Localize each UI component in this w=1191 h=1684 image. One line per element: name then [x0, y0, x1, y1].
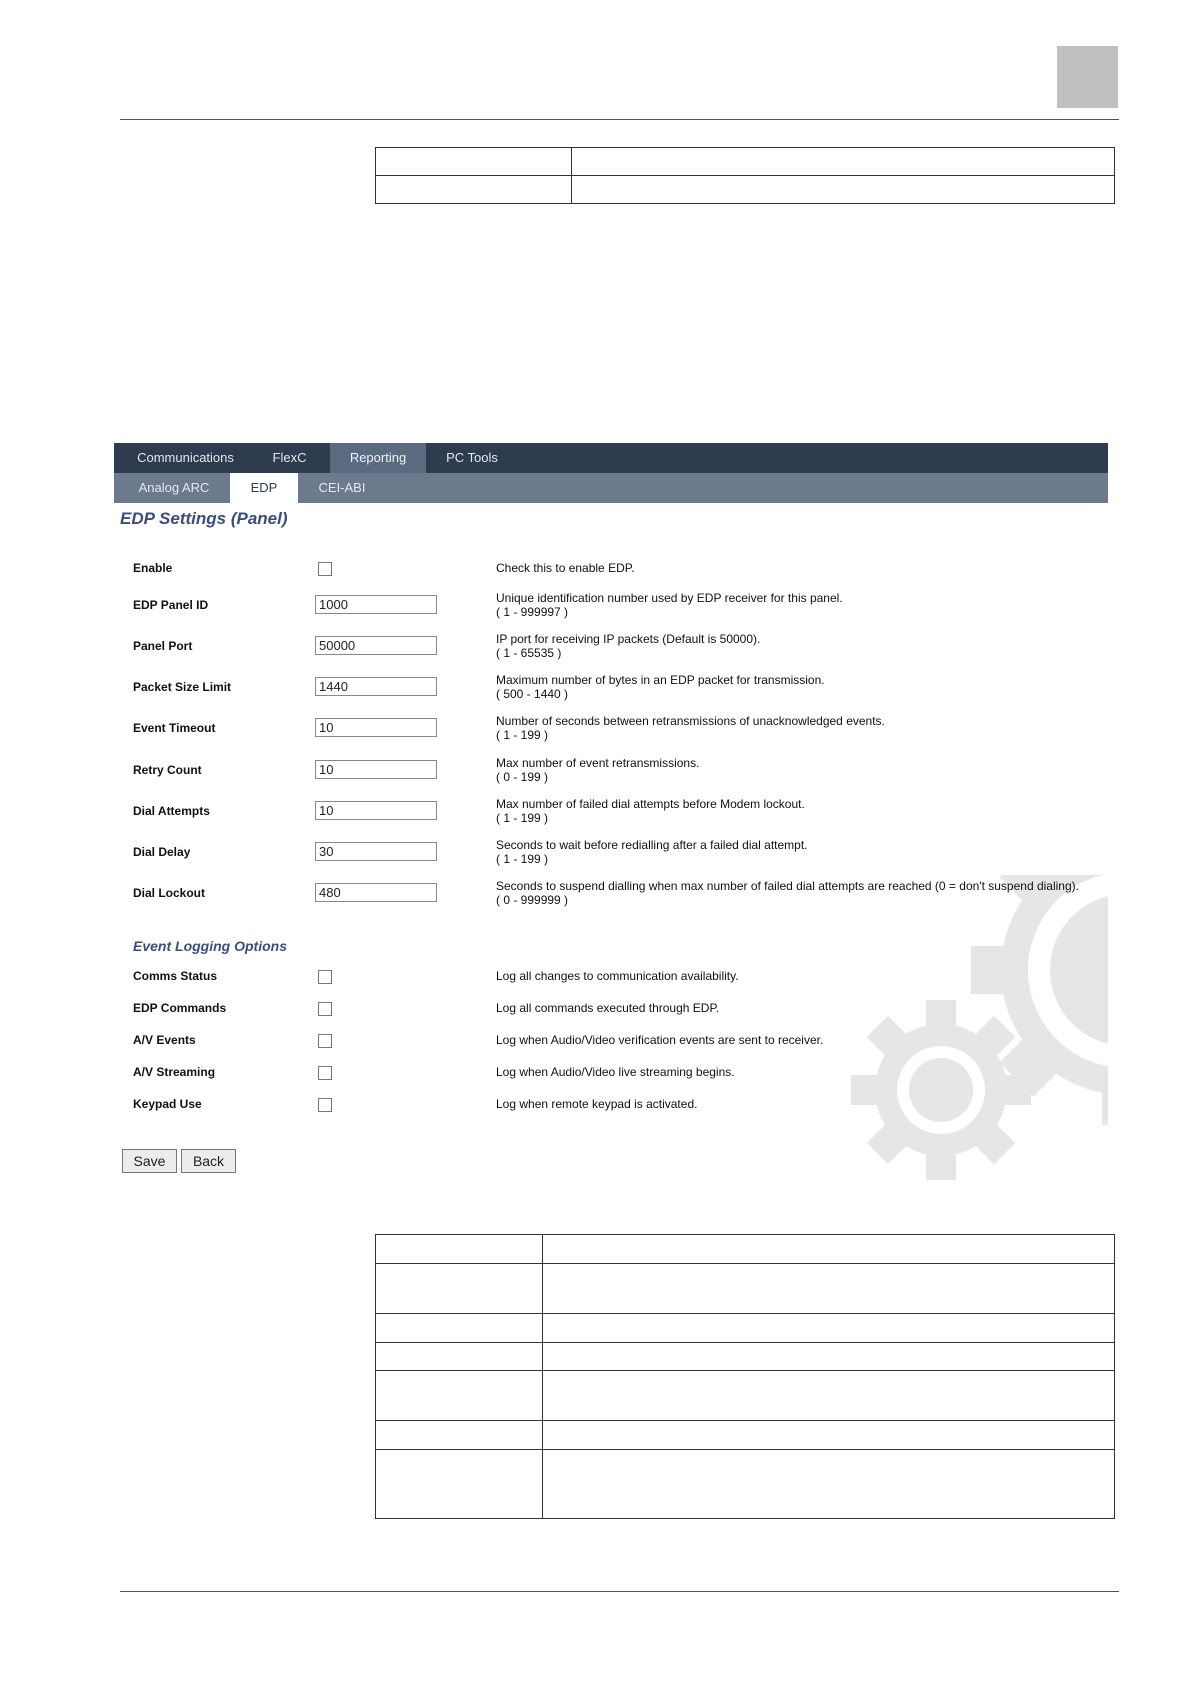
event-timeout-description: Number of seconds between retransmissions of unacknowledged events. — [496, 714, 885, 728]
dial-lockout-input[interactable] — [315, 883, 437, 902]
table-cell — [543, 1264, 1115, 1314]
dial-lockout-label: Dial Lockout — [133, 886, 206, 900]
edp-settings-screenshot — [114, 443, 1108, 1185]
enable-label: Enable — [133, 561, 173, 575]
keypad-use-label: Keypad Use — [133, 1097, 202, 1111]
page-corner-marker — [1057, 46, 1118, 108]
av-events-description: Log when Audio/Video verification events are sent to receiver. — [496, 1033, 824, 1047]
edp-commands-label: EDP Commands — [133, 1001, 227, 1015]
retry-count-range: ( 0 - 199 ) — [496, 770, 549, 784]
table-cell — [543, 1235, 1115, 1264]
panel-port-input[interactable] — [315, 636, 437, 655]
packet-size-limit-input[interactable] — [315, 677, 437, 696]
dial-delay-label: Dial Delay — [133, 845, 191, 859]
av-streaming-checkbox[interactable] — [318, 1066, 332, 1080]
header-rule — [120, 119, 1119, 120]
packet-size-limit-label: Packet Size Limit — [133, 680, 232, 694]
dial-attempts-description: Max number of failed dial attempts before Modem lockout. — [496, 797, 805, 811]
tab-communications[interactable]: Communications — [137, 450, 234, 465]
secondary-nav — [114, 473, 1108, 503]
dial-attempts-label: Dial Attempts — [133, 804, 210, 818]
edp-commands-description: Log all commands executed through EDP. — [496, 1001, 720, 1015]
panel-port-range: ( 1 - 65535 ) — [496, 646, 562, 660]
dial-delay-range: ( 1 - 199 ) — [496, 852, 549, 866]
enable-checkbox[interactable] — [318, 562, 332, 576]
retry-count-label: Retry Count — [133, 763, 202, 777]
table-cell — [543, 1450, 1115, 1519]
edp-commands-checkbox[interactable] — [318, 1002, 332, 1016]
tab-cei-abi[interactable]: CEI-ABI — [318, 480, 366, 495]
event-logging-title: Event Logging Options — [133, 938, 287, 954]
footer-rule — [120, 1591, 1119, 1592]
event-timeout-label: Event Timeout — [133, 721, 216, 735]
dial-attempts-input[interactable] — [315, 801, 437, 820]
dial-attempts-range: ( 1 - 199 ) — [496, 811, 549, 825]
av-events-checkbox[interactable] — [318, 1034, 332, 1048]
bottom-table — [375, 1234, 1115, 1519]
tab-analog-arc[interactable]: Analog ARC — [138, 480, 210, 495]
panel-port-description: IP port for receiving IP packets (Default is 50000). — [496, 632, 761, 646]
panel-port-label: Panel Port — [133, 639, 193, 653]
panel-id-label: EDP Panel ID — [133, 598, 209, 612]
panel-id-range: ( 1 - 999997 ) — [496, 605, 569, 619]
table-cell — [376, 1371, 543, 1421]
panel-id-description: Unique identification number used by EDP receiver for this panel. — [496, 591, 843, 605]
comms-status-label: Comms Status — [133, 969, 218, 983]
table-cell — [376, 1264, 543, 1314]
dial-lockout-range: ( 0 - 999999 ) — [496, 893, 569, 907]
keypad-use-description: Log when remote keypad is activated. — [496, 1097, 698, 1111]
packet-size-limit-description: Maximum number of bytes in an EDP packet for transmission. — [496, 673, 825, 687]
table-cell — [376, 1421, 543, 1450]
back-button[interactable]: Back — [181, 1149, 236, 1173]
table-cell — [572, 176, 1115, 204]
primary-nav — [114, 443, 1108, 473]
retry-count-description: Max number of event retransmissions. — [496, 756, 700, 770]
table-cell — [376, 1450, 543, 1519]
av-streaming-label: A/V Streaming — [133, 1065, 216, 1079]
table-cell — [376, 176, 572, 204]
av-events-label: A/V Events — [133, 1033, 196, 1047]
table-cell — [543, 1343, 1115, 1371]
table-cell — [376, 1314, 543, 1343]
table-cell — [572, 148, 1115, 176]
page-title: EDP Settings (Panel) — [120, 509, 288, 528]
gear-watermark-icon — [841, 875, 1108, 1185]
panel-id-input[interactable] — [315, 595, 437, 614]
av-streaming-description: Log when Audio/Video live streaming begins. — [496, 1065, 735, 1079]
dial-delay-input[interactable] — [315, 842, 437, 861]
table-cell — [543, 1421, 1115, 1450]
dial-delay-description: Seconds to wait before redialling after a failed dial attempt. — [496, 838, 808, 852]
comms-status-checkbox[interactable] — [318, 970, 332, 984]
table-cell — [543, 1371, 1115, 1421]
table-cell — [376, 1343, 543, 1371]
packet-size-limit-range: ( 500 - 1440 ) — [496, 687, 569, 701]
tab-flexc[interactable]: FlexC — [272, 450, 307, 465]
table-cell — [376, 148, 572, 176]
tab-reporting[interactable]: Reporting — [330, 443, 426, 473]
table-cell — [376, 1235, 543, 1264]
retry-count-input[interactable] — [315, 760, 437, 779]
keypad-use-checkbox[interactable] — [318, 1098, 332, 1112]
save-button[interactable]: Save — [122, 1149, 177, 1173]
dial-lockout-description: Seconds to suspend dialling when max number of failed dial attempts are reached (0 = don't suspend dialing). — [496, 879, 1079, 893]
table-cell — [543, 1314, 1115, 1343]
top-table — [375, 147, 1115, 204]
comms-status-description: Log all changes to communication availability. — [496, 969, 739, 983]
event-timeout-input[interactable] — [315, 718, 437, 737]
tab-pc-tools[interactable]: PC Tools — [446, 450, 498, 465]
tab-edp[interactable]: EDP — [230, 473, 298, 503]
event-timeout-range: ( 1 - 199 ) — [496, 728, 549, 742]
enable-description: Check this to enable EDP. — [496, 561, 635, 575]
